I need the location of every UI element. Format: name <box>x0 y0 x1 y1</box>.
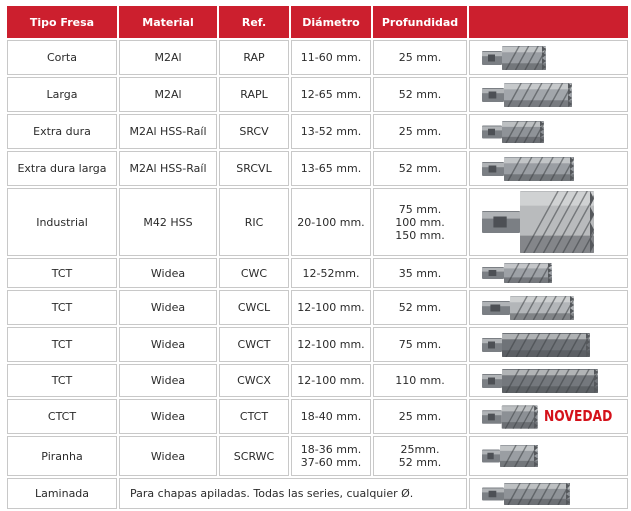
table-row <box>7 258 628 288</box>
cell-diametro-line: 11-60 mm. <box>300 51 362 64</box>
cell-diametro <box>291 114 371 149</box>
cell-material: Widea <box>119 258 217 288</box>
tool-image-wrap <box>470 46 627 70</box>
header-material: Material <box>119 6 217 38</box>
cell-ref: RAP <box>219 40 289 75</box>
cell-diametro-line: 12-100 mm. <box>297 338 365 351</box>
tool-image-wrap <box>470 83 627 107</box>
cell-diametro-line: 18-40 mm. <box>300 410 362 423</box>
cell-tipo: Piranha <box>7 436 117 476</box>
cell-diametro-line: 12-52mm. <box>302 266 360 280</box>
ctct-cutter-icon <box>482 404 538 430</box>
cell-profundidad <box>373 114 467 149</box>
table-row <box>7 436 628 476</box>
cell-ref: CTCT <box>219 399 289 434</box>
cell-tipo: TCT <box>7 364 117 397</box>
header-diametro: Diámetro <box>291 6 371 38</box>
table-row <box>7 478 628 509</box>
cell-diametro <box>291 77 371 112</box>
cell-profundidad-line: 25 mm. <box>398 410 442 423</box>
cell-profundidad <box>373 364 467 397</box>
cell-tipo: Larga <box>7 77 117 112</box>
piranha-cutter-icon <box>482 445 538 467</box>
cell-profundidad-line: 52 mm. <box>398 456 442 469</box>
cell-profundidad <box>373 188 467 256</box>
header-image <box>469 6 628 38</box>
cell-image <box>469 40 628 75</box>
tool-image-wrap <box>470 369 627 393</box>
cell-diametro-line: 12-100 mm. <box>297 301 365 314</box>
tool-image-wrap <box>470 191 627 253</box>
cell-profundidad-line: 25mm. <box>400 443 440 456</box>
cell-profundidad <box>373 151 467 186</box>
tool-image-wrap <box>470 121 627 143</box>
cell-ref: RAPL <box>219 77 289 112</box>
cell-ref: CWCT <box>219 327 289 362</box>
cell-ref: CWC <box>219 258 289 288</box>
tct-extra-long-cutter-icon <box>482 369 598 393</box>
tool-image-wrap <box>470 157 627 181</box>
tct-long-cutter-icon <box>482 296 574 320</box>
cell-tipo: Extra dura <box>7 114 117 149</box>
cell-profundidad-line: 25 mm. <box>398 125 442 138</box>
cell-profundidad-line: 75 mm. <box>398 338 442 351</box>
cell-image <box>469 290 628 325</box>
cell-profundidad-line: 52 mm. <box>398 162 442 175</box>
extra-hard-cutter-icon <box>482 121 544 143</box>
tool-image-wrap <box>470 483 627 505</box>
cell-ref: CWCX <box>219 364 289 397</box>
short-cutter-icon <box>482 46 546 70</box>
cell-material: Widea <box>119 364 217 397</box>
cell-profundidad-line: 35 mm. <box>398 266 442 280</box>
cell-tipo: Industrial <box>7 188 117 256</box>
cell-profundidad-line: 52 mm. <box>398 301 442 314</box>
tct-dark-cutter-icon <box>482 333 590 357</box>
cell-profundidad <box>373 40 467 75</box>
cell-image <box>469 77 628 112</box>
cell-diametro <box>291 436 371 476</box>
header-ref: Ref. <box>219 6 289 38</box>
cell-diametro <box>291 188 371 256</box>
cell-profundidad-line: 100 mm. <box>395 215 445 229</box>
extra-hard-long-cutter-icon <box>482 157 574 181</box>
cell-image <box>469 188 628 256</box>
cell-image <box>469 114 628 149</box>
cell-tipo: TCT <box>7 258 117 288</box>
cell-profundidad-line: 75 mm. <box>398 202 442 216</box>
cell-material: M2Al HSS-Raíl <box>119 114 217 149</box>
cell-image <box>469 258 628 288</box>
table-row <box>7 40 628 75</box>
cell-material: Widea <box>119 436 217 476</box>
cell-image <box>469 364 628 397</box>
long-cutter-icon <box>482 83 572 107</box>
tct-cutter-icon <box>482 263 552 283</box>
cell-diametro <box>291 399 371 434</box>
cell-tipo: TCT <box>7 327 117 362</box>
table-row <box>7 77 628 112</box>
cell-profundidad-line: 110 mm. <box>395 374 445 387</box>
industrial-cutter-icon <box>482 191 594 253</box>
cell-tipo: CTCT <box>7 399 117 434</box>
tool-image-wrap <box>470 333 627 357</box>
cell-diametro-line: 12-100 mm. <box>297 374 365 387</box>
cell-tipo: Laminada <box>7 478 117 509</box>
cell-profundidad-line: 52 mm. <box>398 88 442 101</box>
tool-image-wrap <box>470 445 627 467</box>
table-row <box>7 188 628 256</box>
cell-diametro-line: 13-65 mm. <box>300 162 362 175</box>
cutter-table <box>5 4 630 511</box>
header-row <box>7 6 628 38</box>
cell-image <box>469 151 628 186</box>
table-row <box>7 151 628 186</box>
cell-diametro <box>291 364 371 397</box>
header-profundidad: Profundidad <box>373 6 467 38</box>
cell-ref: SRCVL <box>219 151 289 186</box>
cell-diametro-line: 37-60 mm. <box>300 456 362 469</box>
cell-diametro <box>291 258 371 288</box>
cell-ref: SRCV <box>219 114 289 149</box>
cell-material: Widea <box>119 399 217 434</box>
cell-diametro <box>291 327 371 362</box>
cell-profundidad <box>373 399 467 434</box>
cell-diametro-line: 13-52 mm. <box>300 125 362 138</box>
cell-ref: RIC <box>219 188 289 256</box>
table-row <box>7 399 628 434</box>
cell-profundidad <box>373 327 467 362</box>
cell-profundidad-line: 25 mm. <box>398 51 442 64</box>
cell-image <box>469 478 628 509</box>
cell-ref: SCRWC <box>219 436 289 476</box>
laminated-cutter-icon <box>482 483 570 505</box>
tool-image-wrap <box>470 404 627 430</box>
cell-image <box>469 327 628 362</box>
tool-image-wrap <box>470 263 627 283</box>
cell-tipo: Extra dura larga <box>7 151 117 186</box>
cell-material: M2Al <box>119 77 217 112</box>
table-row <box>7 364 628 397</box>
cell-material: M42 HSS <box>119 188 217 256</box>
header-tipo: Tipo Fresa <box>7 6 117 38</box>
table-row <box>7 327 628 362</box>
table-row <box>7 114 628 149</box>
cell-tipo: TCT <box>7 290 117 325</box>
cell-diametro <box>291 290 371 325</box>
cell-ref: CWCL <box>219 290 289 325</box>
cell-merged-description: Para chapas apiladas. Todas las series, cualquier Ø. <box>119 478 467 509</box>
cell-diametro <box>291 40 371 75</box>
cell-profundidad <box>373 258 467 288</box>
cell-diametro-line: 12-65 mm. <box>300 88 362 101</box>
tool-image-wrap <box>470 296 627 320</box>
cell-material: M2Al <box>119 40 217 75</box>
cell-material: Widea <box>119 327 217 362</box>
novedad-badge: NOVEDAD <box>543 407 613 425</box>
cell-image <box>469 436 628 476</box>
cell-material: M2Al HSS-Raíl <box>119 151 217 186</box>
cell-profundidad <box>373 290 467 325</box>
cell-profundidad <box>373 77 467 112</box>
table-row <box>7 290 628 325</box>
cell-image <box>469 399 628 434</box>
cell-profundidad <box>373 436 467 476</box>
cell-material: Widea <box>119 290 217 325</box>
cell-diametro-line: 20-100 mm. <box>297 215 365 229</box>
cell-tipo: Corta <box>7 40 117 75</box>
cell-diametro <box>291 151 371 186</box>
cell-profundidad-line: 150 mm. <box>395 228 445 242</box>
cell-diametro-line: 18-36 mm. <box>300 443 362 456</box>
